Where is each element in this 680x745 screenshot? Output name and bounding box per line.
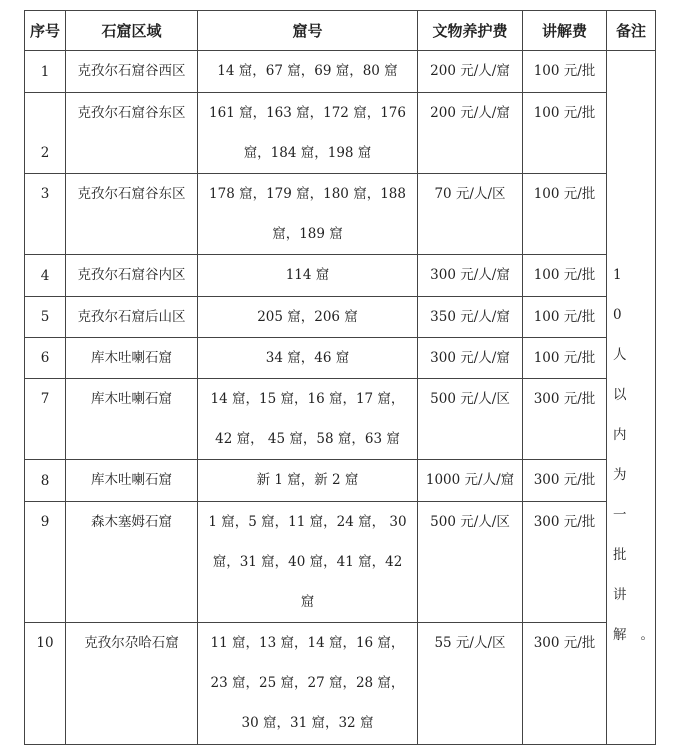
row-caves: 1 窟，5 窟，11 窟，24 窟， 30 窟，31 窟，40 窟，41 窟，42 窟 (198, 502, 418, 623)
table-row (25, 502, 656, 623)
row-no: 10 (25, 623, 66, 745)
table-row (25, 174, 656, 255)
row-guide: 100 元/批 (523, 297, 607, 338)
note-text: 10 人以内为一批讲解。 (613, 267, 668, 643)
row-guide: 100 元/批 (523, 174, 607, 255)
row-caves: 新 1 窟，新 2 窟 (198, 460, 418, 502)
row-guide: 100 元/批 (523, 93, 607, 174)
row-no: 4 (25, 255, 66, 297)
header-caves: 窟号 (198, 11, 418, 51)
table-row (25, 338, 656, 379)
row-no: 8 (25, 460, 66, 502)
header-note: 备注 (607, 11, 656, 51)
row-fee: 55 元/人/区 (418, 623, 523, 745)
row-area: 库木吐喇石窟 (66, 460, 198, 502)
table-row (25, 623, 656, 745)
row-no: 7 (25, 379, 66, 460)
row-fee: 200 元/人/窟 (418, 51, 523, 93)
row-area: 克孜尔石窟谷东区 (66, 174, 198, 255)
row-caves: 178 窟，179 窟，180 窟，188 窟，189 窟 (198, 174, 418, 255)
table-row (25, 93, 656, 174)
table-row (25, 297, 656, 338)
row-fee: 1000 元/人/窟 (418, 460, 523, 502)
table-row (25, 460, 656, 502)
row-no: 2 (25, 93, 66, 174)
row-no: 3 (25, 174, 66, 255)
header-area: 石窟区域 (66, 11, 198, 51)
row-caves: 34 窟，46 窟 (198, 338, 418, 379)
row-caves: 205 窟，206 窟 (198, 297, 418, 338)
row-fee: 500 元/人/区 (418, 502, 523, 623)
row-fee: 350 元/人/窟 (418, 297, 523, 338)
row-area: 克孜尔石窟谷西区 (66, 51, 198, 93)
row-area: 库木吐喇石窟 (66, 338, 198, 379)
table-row (25, 255, 656, 297)
row-fee: 500 元/人/区 (418, 379, 523, 460)
row-guide: 300 元/批 (523, 460, 607, 502)
table-row (25, 379, 656, 460)
row-no: 9 (25, 502, 66, 623)
header-fee: 文物养护费 (418, 11, 523, 51)
note-cell (607, 51, 668, 745)
row-guide: 100 元/批 (523, 338, 607, 379)
row-area: 库木吐喇石窟 (66, 379, 198, 460)
row-fee: 300 元/人/窟 (418, 338, 523, 379)
row-area: 克孜尔石窟谷内区 (66, 255, 198, 297)
row-caves: 114 窟 (198, 255, 418, 297)
row-area: 克孜尔石窟后山区 (66, 297, 198, 338)
row-no: 6 (25, 338, 66, 379)
row-caves: 161 窟，163 窟，172 窟，176 窟，184 窟，198 窟 (198, 93, 418, 174)
fee-table (24, 10, 668, 745)
row-no: 1 (25, 51, 66, 93)
row-guide: 300 元/批 (523, 623, 607, 745)
row-area: 森木塞姆石窟 (66, 502, 198, 623)
row-caves: 14 窟，15 窟，16 窟，17 窟，42 窟， 45 窟，58 窟，63 窟 (198, 379, 418, 460)
row-caves: 11 窟，13 窟，14 窟，16 窟，23 窟，25 窟，27 窟，28 窟，30 窟，31 窟，32 窟 (198, 623, 418, 745)
row-no: 5 (25, 297, 66, 338)
row-fee: 200 元/人/窟 (418, 93, 523, 174)
row-fee: 300 元/人/窟 (418, 255, 523, 297)
row-area: 克孜尔尕哈石窟 (66, 623, 198, 745)
row-fee: 70 元/人/区 (418, 174, 523, 255)
header-row (25, 11, 656, 51)
row-caves: 14 窟，67 窟，69 窟，80 窟 (198, 51, 418, 93)
header-guide: 讲解费 (523, 11, 607, 51)
row-area: 克孜尔石窟谷东区 (66, 93, 198, 174)
row-guide: 300 元/批 (523, 502, 607, 623)
table-row (25, 51, 656, 93)
row-guide: 300 元/批 (523, 379, 607, 460)
header-no: 序号 (25, 11, 66, 51)
row-guide: 100 元/批 (523, 255, 607, 297)
row-guide: 100 元/批 (523, 51, 607, 93)
